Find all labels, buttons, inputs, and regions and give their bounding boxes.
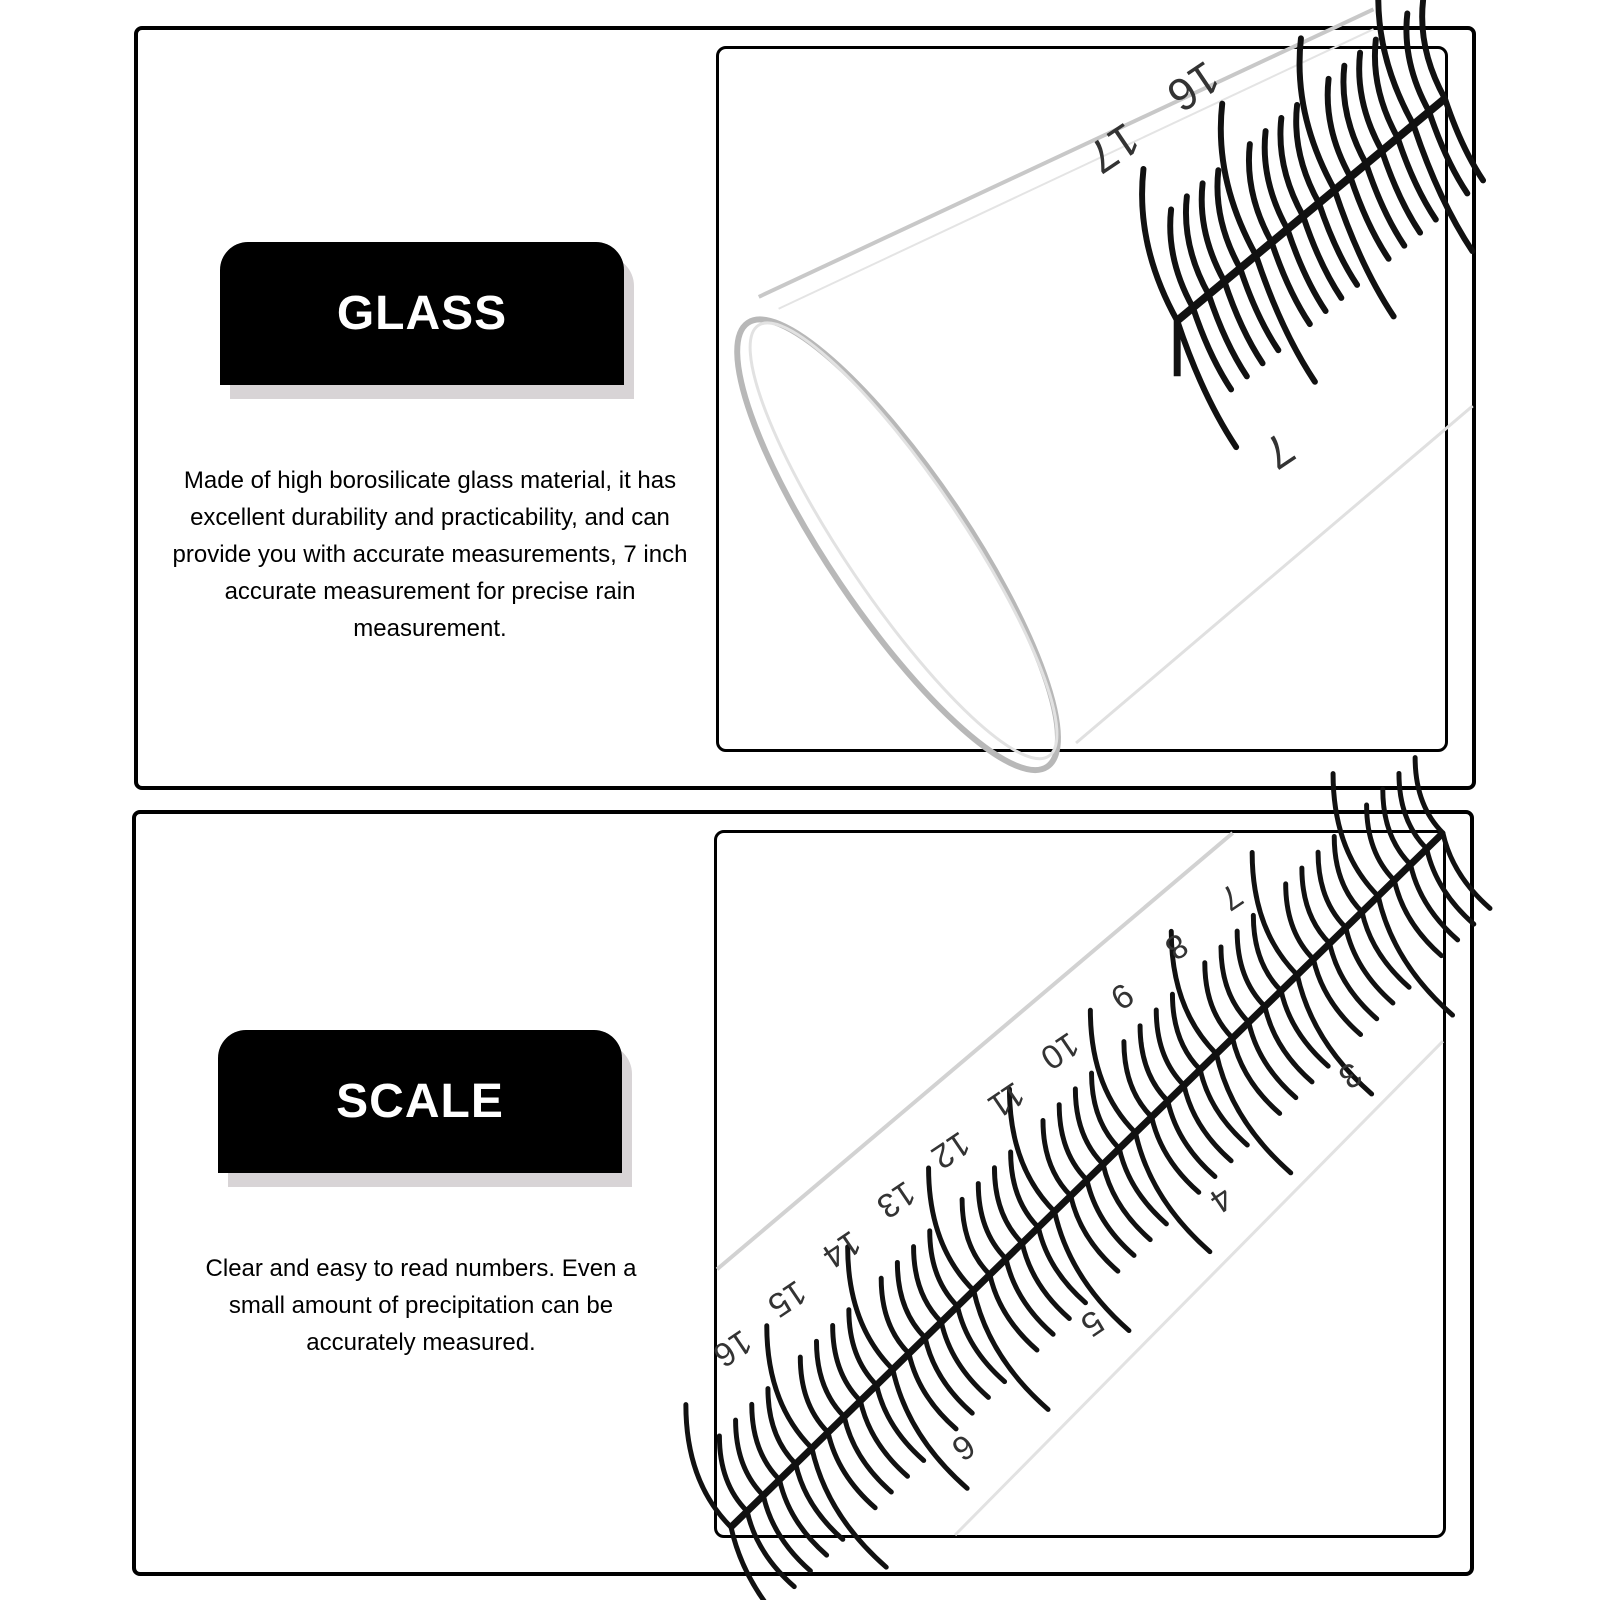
scale-number-17: 17 (1078, 112, 1149, 184)
scale-tick (1328, 79, 1351, 177)
scale-number: 11 (981, 1074, 1032, 1126)
scale-tick (1059, 1105, 1087, 1180)
scale-tick (1170, 209, 1193, 307)
scale-tick (816, 1341, 844, 1416)
scale-tick (1202, 183, 1225, 281)
scale-tick (1237, 931, 1265, 1006)
scale-tick (897, 1262, 925, 1337)
scale-tick (800, 1357, 828, 1432)
scale-number-7: 7 (1254, 422, 1304, 480)
scale-tick (1422, 0, 1445, 98)
scale-feature-panel (132, 810, 1474, 1576)
scale-tick (1156, 1010, 1184, 1085)
scale-label-text: SCALE (336, 1075, 504, 1128)
scale-tick (1140, 1026, 1168, 1101)
scale-tick (736, 1420, 764, 1495)
scale-tick (1043, 1120, 1071, 1195)
scale-number: 9 (1103, 975, 1141, 1018)
label-box (218, 1030, 622, 1173)
scale-tick (1221, 947, 1249, 1022)
scale-tick (1367, 805, 1395, 880)
scale-number: 8 (1158, 925, 1195, 968)
scale-label-badge (218, 1030, 638, 1190)
scale-number: 3 (1331, 1054, 1369, 1097)
scale-description: Clear and easy to read numbers. Even a small amount of precipitation can be accurately measured. (205, 1255, 637, 1356)
glass-tube-photo (716, 46, 1448, 752)
scale-number: 7 (1212, 875, 1250, 918)
scale-tick (1124, 1042, 1152, 1117)
scale-tick (1383, 789, 1411, 864)
scale-tick (1280, 118, 1303, 216)
scale-tick (833, 1326, 861, 1401)
scale-number: 12 (924, 1123, 977, 1177)
glass-feature-panel (134, 26, 1476, 790)
scale-tick (1186, 196, 1209, 294)
scale-tick (1249, 144, 1272, 242)
scale-tick (1406, 13, 1429, 111)
scale-tick (1286, 884, 1314, 959)
scale-tick (1343, 66, 1366, 164)
scale-number: 13 (869, 1173, 923, 1226)
scale-tick (1205, 963, 1233, 1038)
glass-description: Made of high borosilicate glass material, it has excellent durability and practicability, and can provide you with accurate measurements, 7 inch accurate measurement for precise rain measurement. (172, 467, 688, 642)
scale-tick (1265, 131, 1288, 229)
scale-number: 10 (1033, 1024, 1086, 1078)
scale-number: 14 (815, 1222, 868, 1276)
scale-tick (1318, 852, 1346, 927)
glass-tube-illustration (719, 49, 1445, 749)
scale-tick (719, 1436, 747, 1511)
scale-tick (914, 1247, 942, 1322)
scale-tick (752, 1404, 780, 1479)
scale-number: 15 (760, 1272, 814, 1326)
scale-number: 6 (944, 1426, 982, 1469)
glass-label-text: GLASS (336, 287, 508, 340)
scale-number: 5 (1073, 1302, 1111, 1345)
scale-tick (962, 1199, 990, 1274)
scale-tube-photo (706, 830, 1446, 1538)
label-box (220, 242, 624, 385)
scale-number: 4 (1202, 1178, 1240, 1221)
scale-tick (1302, 868, 1330, 943)
scale-tube-illustration (706, 833, 1443, 1535)
scale-tick (1359, 53, 1382, 151)
scale-tick (978, 1184, 1006, 1259)
scale-tick (881, 1278, 909, 1353)
scale-tick (994, 1168, 1022, 1243)
glass-label-badge (220, 242, 640, 402)
scale-number: 16 (706, 1322, 759, 1375)
scale-number-16: 16 (1158, 51, 1229, 122)
scale-tick (1075, 1089, 1103, 1164)
